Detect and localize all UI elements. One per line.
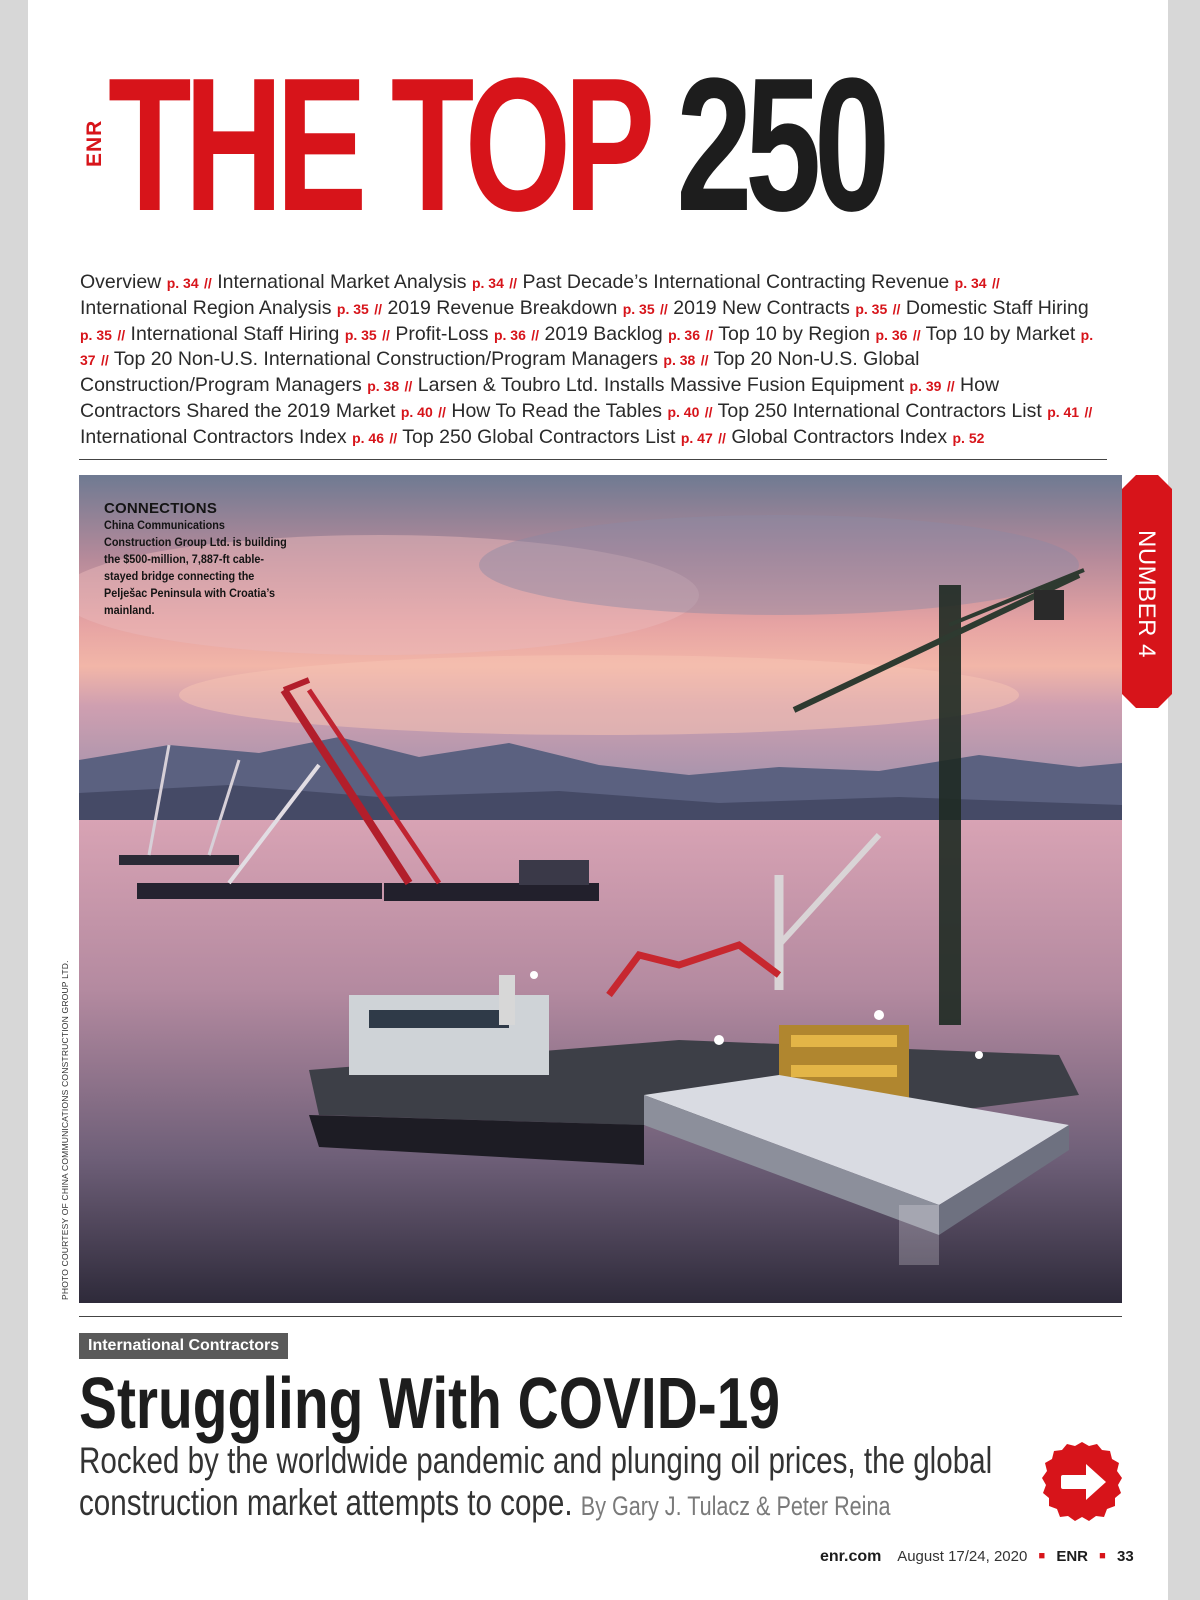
- toc-separator: //: [438, 403, 446, 420]
- caption-heading: CONNECTIONS: [104, 500, 218, 517]
- toc-entry-page: p. 40: [400, 403, 433, 420]
- toc-entry-title: Top 250 International Contractors List: [717, 399, 1042, 422]
- toc-entry-title: How Contractors Shared the 2019 Market: [80, 374, 1000, 422]
- footer-page-number: 33: [1116, 1548, 1134, 1565]
- arrow-right-icon[interactable]: [1040, 1440, 1124, 1524]
- toc-entry-page: p. 38: [663, 352, 696, 369]
- toc-separator: //: [991, 275, 1000, 291]
- toc-entry-title: Top 250 Global Contractors List: [402, 425, 676, 448]
- toc-entry-page: p. 41: [1047, 403, 1080, 420]
- page-footer: [820, 1548, 1134, 1566]
- masthead-title-number: 250: [676, 39, 883, 251]
- toc-separator: //: [117, 326, 126, 343]
- toc-separator: //: [531, 326, 540, 343]
- article-headline: Struggling With COVID-19: [79, 1364, 780, 1444]
- toc-entry-page: p. 35: [344, 326, 377, 343]
- toc-divider: [79, 459, 1107, 460]
- article-deck: [79, 1440, 1039, 1527]
- toc-entry-title: 2019 New Contracts: [673, 296, 850, 319]
- footer-brand: ENR: [1056, 1548, 1088, 1565]
- toc-separator: //: [660, 300, 668, 317]
- footer-separator: ■: [1038, 1550, 1046, 1562]
- toc-separator: //: [382, 326, 390, 343]
- toc-entry-title: 2019 Revenue Breakdown: [387, 296, 618, 319]
- toc-entry-page: p. 38: [367, 378, 400, 395]
- rank-tab-label: NUMBER 4: [1133, 530, 1160, 659]
- toc-entry-title: International Market Analysis: [217, 271, 467, 293]
- toc-separator: //: [1084, 403, 1093, 420]
- enr-logo: ENR: [83, 119, 106, 167]
- toc-entry-page: p. 47: [680, 429, 713, 446]
- toc-entry-title: Domestic Staff Hiring: [905, 296, 1089, 319]
- toc-entry-page: p. 52: [952, 429, 985, 446]
- toc-entry-page: p. 36: [668, 326, 700, 343]
- toc-entry-page: p. 35: [80, 326, 112, 343]
- deck-text: Rocked by the worldwide pandemic and plunging oil prices, the global construction market attempts to cope.: [79, 1440, 993, 1523]
- toc-separator: //: [101, 352, 109, 369]
- toc-separator: //: [389, 429, 398, 446]
- toc-separator: //: [509, 275, 518, 291]
- toc-entry-page: p. 39: [909, 378, 942, 395]
- photo-caption: [104, 500, 294, 619]
- footer-date: August 17/24, 2020: [897, 1548, 1028, 1565]
- toc-entry-page: p. 36: [875, 326, 908, 343]
- masthead-title: [108, 39, 883, 251]
- caption-body: China Communications Construction Group Ltd. is building the $500-million, 7,887-ft cable-stayed bridge connecting the Pelješac Peninsula with Croatia’s mainland.: [104, 518, 287, 617]
- toc-separator: //: [204, 275, 212, 291]
- toc-entry-page: p. 34: [166, 275, 199, 291]
- toc-entry-title: Overview: [80, 271, 162, 293]
- table-of-contents: [80, 270, 1100, 451]
- toc-entry-title: International Staff Hiring: [130, 322, 340, 345]
- toc-entry-title: Top 10 by Region: [718, 322, 871, 345]
- toc-entry-title: International Region Analysis: [80, 296, 332, 319]
- toc-entry-page: p. 34: [471, 275, 504, 291]
- toc-entry-title: Top 20 Non-U.S. Global Construction/Program Managers: [80, 348, 920, 397]
- toc-entry-title: Past Decade’s International Contracting Revenue: [522, 271, 950, 293]
- toc-separator: //: [404, 378, 413, 395]
- toc-entry-title: International Contractors Index: [80, 425, 347, 448]
- toc-entry-page: p. 35: [622, 300, 655, 317]
- toc-entry-page: p. 37: [80, 326, 1094, 369]
- masthead-title-red: THE TOP: [108, 39, 646, 251]
- toc-entry-title: Larsen & Toubro Ltd. Installs Massive Fusion Equipment: [417, 374, 905, 397]
- section-tag: International Contractors: [79, 1333, 288, 1359]
- toc-entry-page: p. 35: [336, 300, 369, 317]
- photo-bottom-rule: [79, 1316, 1122, 1317]
- toc-entry-page: p. 46: [352, 429, 384, 446]
- toc-separator: //: [946, 378, 955, 395]
- photo-credit: PHOTO COURTESY OF CHINA COMMUNICATIONS CONSTRUCTION GROUP LTD.: [60, 960, 70, 1300]
- toc-entry-title: Global Contractors Index: [731, 425, 948, 448]
- toc-separator: //: [704, 403, 713, 420]
- toc-entry-title: Top 20 Non-U.S. International Construction/Program Managers: [113, 348, 658, 371]
- toc-entry-page: p. 35: [855, 300, 888, 317]
- toc-separator: //: [700, 352, 709, 369]
- toc-entry-page: p. 40: [667, 403, 700, 420]
- toc-separator: //: [718, 429, 726, 446]
- toc-separator: //: [912, 326, 921, 343]
- toc-entry-page: p. 34: [954, 275, 987, 291]
- toc-entry-title: How To Read the Tables: [451, 399, 663, 422]
- byline: By Gary J. Tulacz & Peter Reina: [580, 1491, 891, 1521]
- footer-separator: ■: [1099, 1550, 1106, 1562]
- toc-separator: //: [374, 300, 383, 317]
- toc-entry-title: 2019 Backlog: [544, 322, 663, 345]
- toc-separator: //: [705, 326, 714, 343]
- toc-entry-title: Profit-Loss: [395, 322, 489, 345]
- toc-entry-title: Top 10 by Market: [925, 322, 1076, 345]
- toc-entry-page: p. 36: [493, 326, 526, 343]
- toc-separator: //: [892, 300, 901, 317]
- footer-site: enr.com: [820, 1548, 882, 1565]
